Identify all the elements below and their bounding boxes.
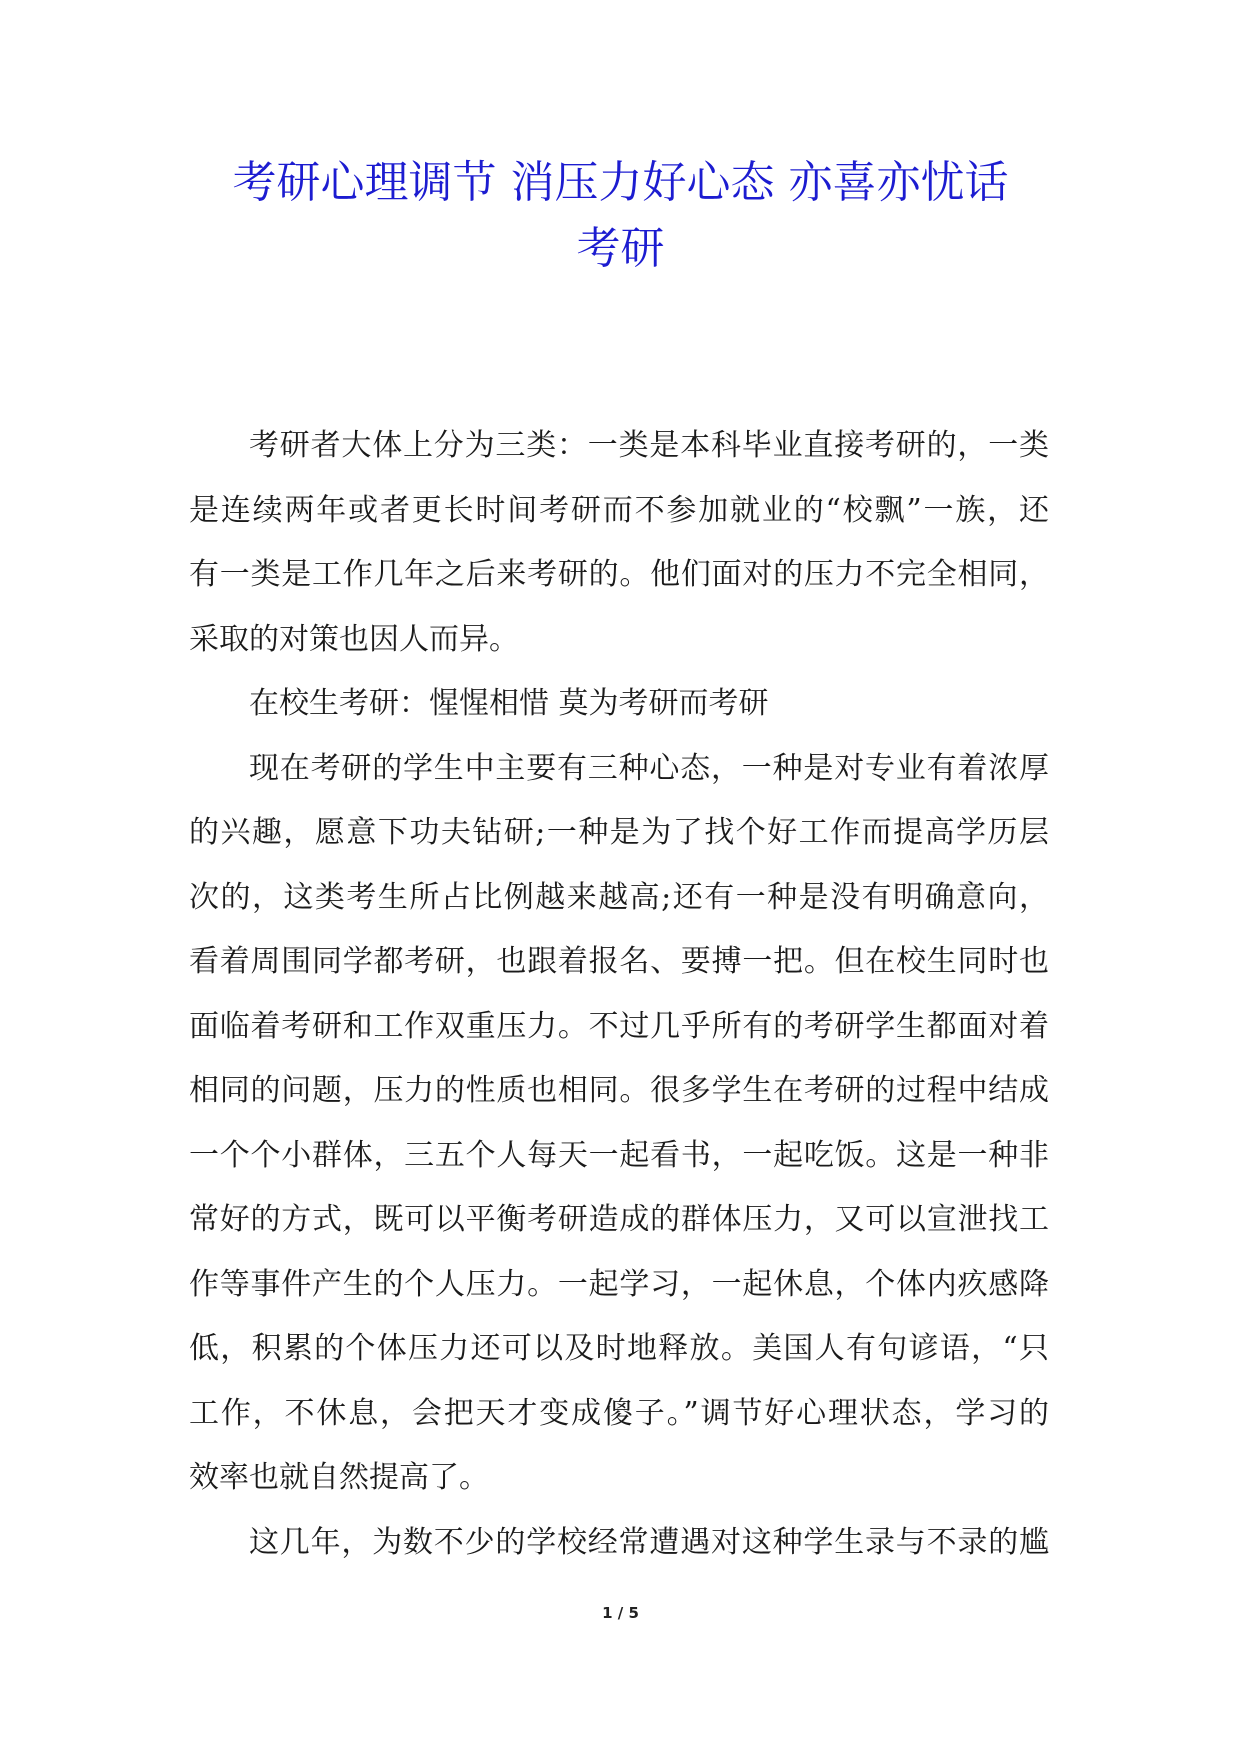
title-line-2: 考研 bbox=[576, 223, 665, 274]
paragraph-1-line-3: 有一类是工作几年之后来考研的。他们面对的压力不完全相同， bbox=[189, 557, 1049, 592]
paragraph-2-line-5: 面临着考研和工作双重压力。不过几乎所有的考研学生都面对着 bbox=[189, 1008, 1049, 1044]
paragraph-2-line-7: 一个个小群体，三五个人每天一起看书，一起吃饭。这是一种非 bbox=[189, 1137, 1049, 1173]
section-heading: 在校生考研：惺惺相惜 莫为考研而考研 bbox=[249, 686, 769, 721]
document-title bbox=[150, 150, 1091, 282]
page-number: 1 / 5 bbox=[602, 1604, 639, 1622]
paragraph-2-line-4: 看着周围同学都考研，也跟着报名、要搏一把。但在校生同时也 bbox=[189, 944, 1049, 979]
paragraph-2-line-12: 效率也就自然提高了。 bbox=[189, 1460, 489, 1495]
document-body bbox=[189, 414, 1049, 1575]
paragraph-1-line-1: 考研者大体上分为三类：一类是本科毕业直接考研的，一类 bbox=[249, 428, 1049, 463]
paragraph-2-line-9: 作等事件产生的个人压力。一起学习，一起休息，个体内疚感降 bbox=[189, 1266, 1049, 1302]
paragraph-2-line-10: 低，积累的个体压力还可以及时地释放。美国人有句谚语，“只 bbox=[189, 1331, 1049, 1366]
paragraph-2-line-3: 次的，这类考生所占比例越来越高;还有一种是没有明确意向， bbox=[189, 879, 1049, 915]
paragraph-2-line-2: 的兴趣，愿意下功夫钻研;一种是为了找个好工作而提高学历层 bbox=[189, 815, 1049, 850]
paragraph-2-line-8: 常好的方式，既可以平衡考研造成的群体压力，又可以宣泄找工 bbox=[189, 1202, 1049, 1237]
paragraph-1-line-2: 是连续两年或者更长时间考研而不参加就业的“校飘”一族，还 bbox=[189, 492, 1049, 528]
title-line-1: 考研心理调节 消压力好心态 亦喜亦忧话 bbox=[232, 157, 1009, 208]
paragraph-2-line-1: 现在考研的学生中主要有三种心态，一种是对专业有着浓厚 bbox=[249, 750, 1049, 786]
paragraph-1-line-4: 采取的对策也因人而异。 bbox=[189, 621, 519, 657]
paragraph-3-line-1: 这几年，为数不少的学校经常遭遇对这种学生录与不录的尴 bbox=[249, 1524, 1049, 1560]
paragraph-2-line-11: 工作，不休息，会把天才变成傻子。”调节好心理状态，学习的 bbox=[189, 1395, 1049, 1431]
paragraph-2-line-6: 相同的问题，压力的性质也相同。很多学生在考研的过程中结成 bbox=[189, 1073, 1049, 1108]
